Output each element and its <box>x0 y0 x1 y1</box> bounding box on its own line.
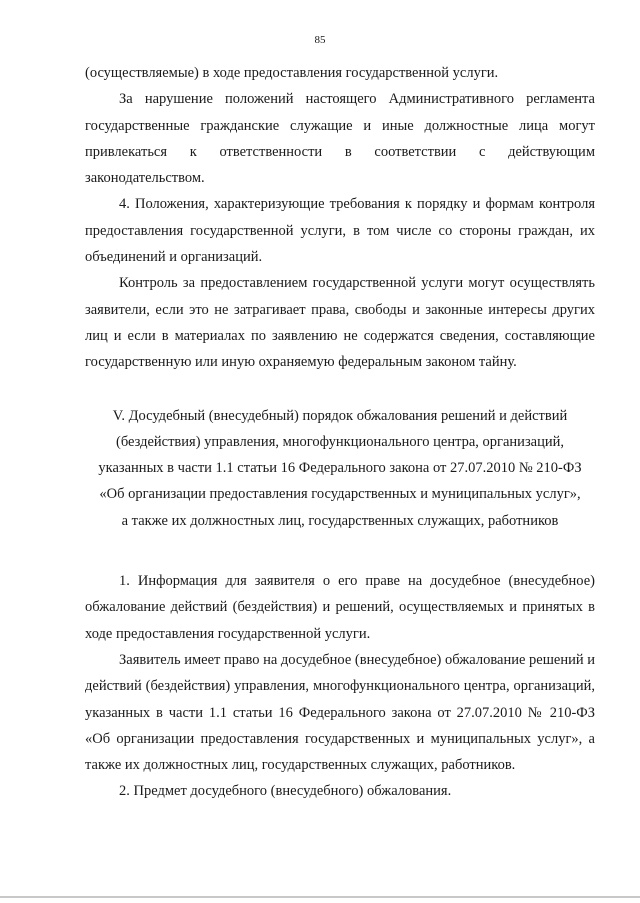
paragraph-appeal-info: 1. Информация для заявителя о его праве на досудебное (внесудебное) обжалование действий (бездействия) и решений, осуществляемых и принятых в ходе предоставления государственной услуги. <box>85 573 595 642</box>
paragraph-control-requirements: 4. Положения, характеризующие требования к порядку и формам контроля предоставления государственной услуги, в том числе со стороны граждан, их объединений и организаций. <box>85 196 595 266</box>
section-heading-line: указанных в части 1.1 статьи 16 Федерального закона от 27.07.2010 № 210-ФЗ <box>98 460 582 477</box>
page-number: 85 <box>314 34 326 46</box>
document-body <box>85 60 595 805</box>
paragraph-continuation: (осуществляемые) в ходе предоставления государственной услуги. <box>85 65 499 81</box>
section-heading-line: V. Досудебный (внесудебный) порядок обжалования решений и действий <box>112 407 568 424</box>
paragraph-appeal-subject: 2. Предмет досудебного (внесудебного) обжалования. <box>119 783 452 800</box>
paragraph-control-applicants: Контроль за предоставлением государственной услуги могут осуществлять заявители, если это не затрагивает права, свободы и законные интересы других лиц и если в материалах по заявлению не содержатся сведения, составляющие государственную или иную охраняемую федеральным законом тайну. <box>85 275 595 371</box>
spacer <box>85 534 595 568</box>
paragraph-responsibility: За нарушение положений настоящего Административного регламента государственные гражданские служащие и иные должностные лица могут привлекаться к ответственности в соответствии с действующим законодательством. <box>85 91 595 187</box>
section-heading-line: «Об организации предоставления государственных и муниципальных услуг», <box>99 486 581 503</box>
section-heading-line: (бездействия) управления, многофункционального центра, организаций, <box>115 433 565 450</box>
page-bottom-edge <box>0 896 640 898</box>
section-heading <box>85 403 595 534</box>
paragraph-appeal-right: Заявитель имеет право на досудебное (внесудебное) обжалование решений и действий (бездействия) управления, многофункционального центра, организаций, указанных в части 1.1 статьи 16 Федерального закона от 27.07.2010 № 210-ФЗ «Об организации предоставления государственных и муниципальных услуг», а также их должностных лиц, государственных служащих, работников. <box>85 651 595 774</box>
section-heading-line: а также их должностных лиц, государственных служащих, работников <box>121 512 559 529</box>
